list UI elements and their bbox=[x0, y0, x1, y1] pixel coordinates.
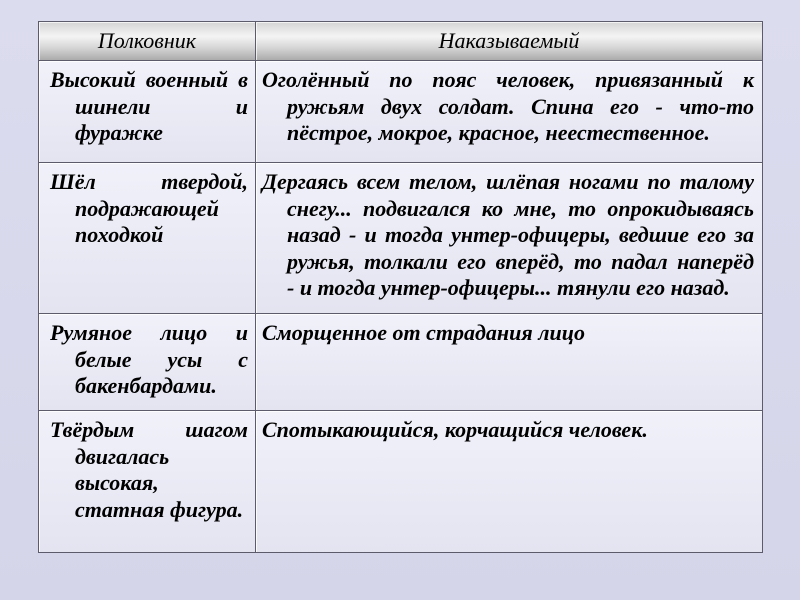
text-line: пёстрое, мокрое, красное, неестественное. bbox=[287, 120, 710, 145]
header-label: Полковник bbox=[97, 28, 197, 53]
text-line: Дергаясь всем телом, шлёпая ногами по талому bbox=[262, 169, 754, 194]
text-line: Высокий военный в bbox=[50, 67, 248, 92]
cell-text bbox=[50, 67, 248, 147]
text-line: высокая, bbox=[75, 470, 159, 495]
colonel-cell bbox=[39, 314, 255, 410]
cell-text bbox=[50, 320, 248, 400]
text-line: белые усы с bbox=[75, 346, 248, 372]
text-line: Шёл твердой, bbox=[50, 169, 248, 194]
cell-text bbox=[50, 169, 248, 249]
cell-text bbox=[50, 417, 248, 523]
text-line: ружьям двух солдат. Спина его - что-то bbox=[287, 93, 754, 119]
text-line: фуражке bbox=[75, 120, 163, 145]
punished-cell bbox=[256, 411, 762, 552]
text-line: назад - и тогда унтер-офицеры, ведшие его за bbox=[287, 222, 754, 247]
cell-text bbox=[262, 169, 754, 302]
text-line: Сморщенное от страдания лицо bbox=[262, 320, 585, 345]
punished-cell bbox=[256, 314, 762, 410]
colonel-cell bbox=[39, 61, 255, 162]
text-line: статная фигура. bbox=[75, 496, 244, 522]
punished-cell bbox=[256, 163, 762, 313]
punished-cell bbox=[256, 61, 762, 162]
text-line: Оголённый по пояс человек, привязанный к bbox=[262, 67, 754, 92]
text-line: - и тогда унтер-офицеры... тянули его назад. bbox=[287, 275, 730, 300]
text-line: двигалась bbox=[75, 443, 170, 469]
text-line: Спотыкающийся, корчащийся человек. bbox=[262, 417, 648, 442]
text-line: бакенбардами. bbox=[75, 373, 217, 398]
text-line: шинели и bbox=[75, 93, 248, 119]
cell-text bbox=[262, 320, 754, 347]
text-line: походкой bbox=[75, 222, 164, 247]
text-line: подражающей bbox=[75, 195, 219, 221]
text-line: Румяное лицо и bbox=[50, 320, 248, 345]
text-line: снегу... подвигался ко мне, то опрокидываясь bbox=[287, 195, 754, 221]
colonel-cell bbox=[39, 411, 255, 552]
header-label: Наказываемый bbox=[438, 28, 580, 53]
header-colonel-cell bbox=[39, 22, 255, 60]
comparison-table bbox=[38, 21, 763, 553]
colonel-cell bbox=[39, 163, 255, 313]
header-punished-cell bbox=[256, 22, 762, 60]
cell-text bbox=[262, 67, 754, 147]
text-line: Твёрдым шагом bbox=[50, 417, 248, 442]
text-line: ружья, толкали его вперёд, то падал наперёд bbox=[287, 248, 754, 274]
cell-text bbox=[262, 417, 754, 444]
